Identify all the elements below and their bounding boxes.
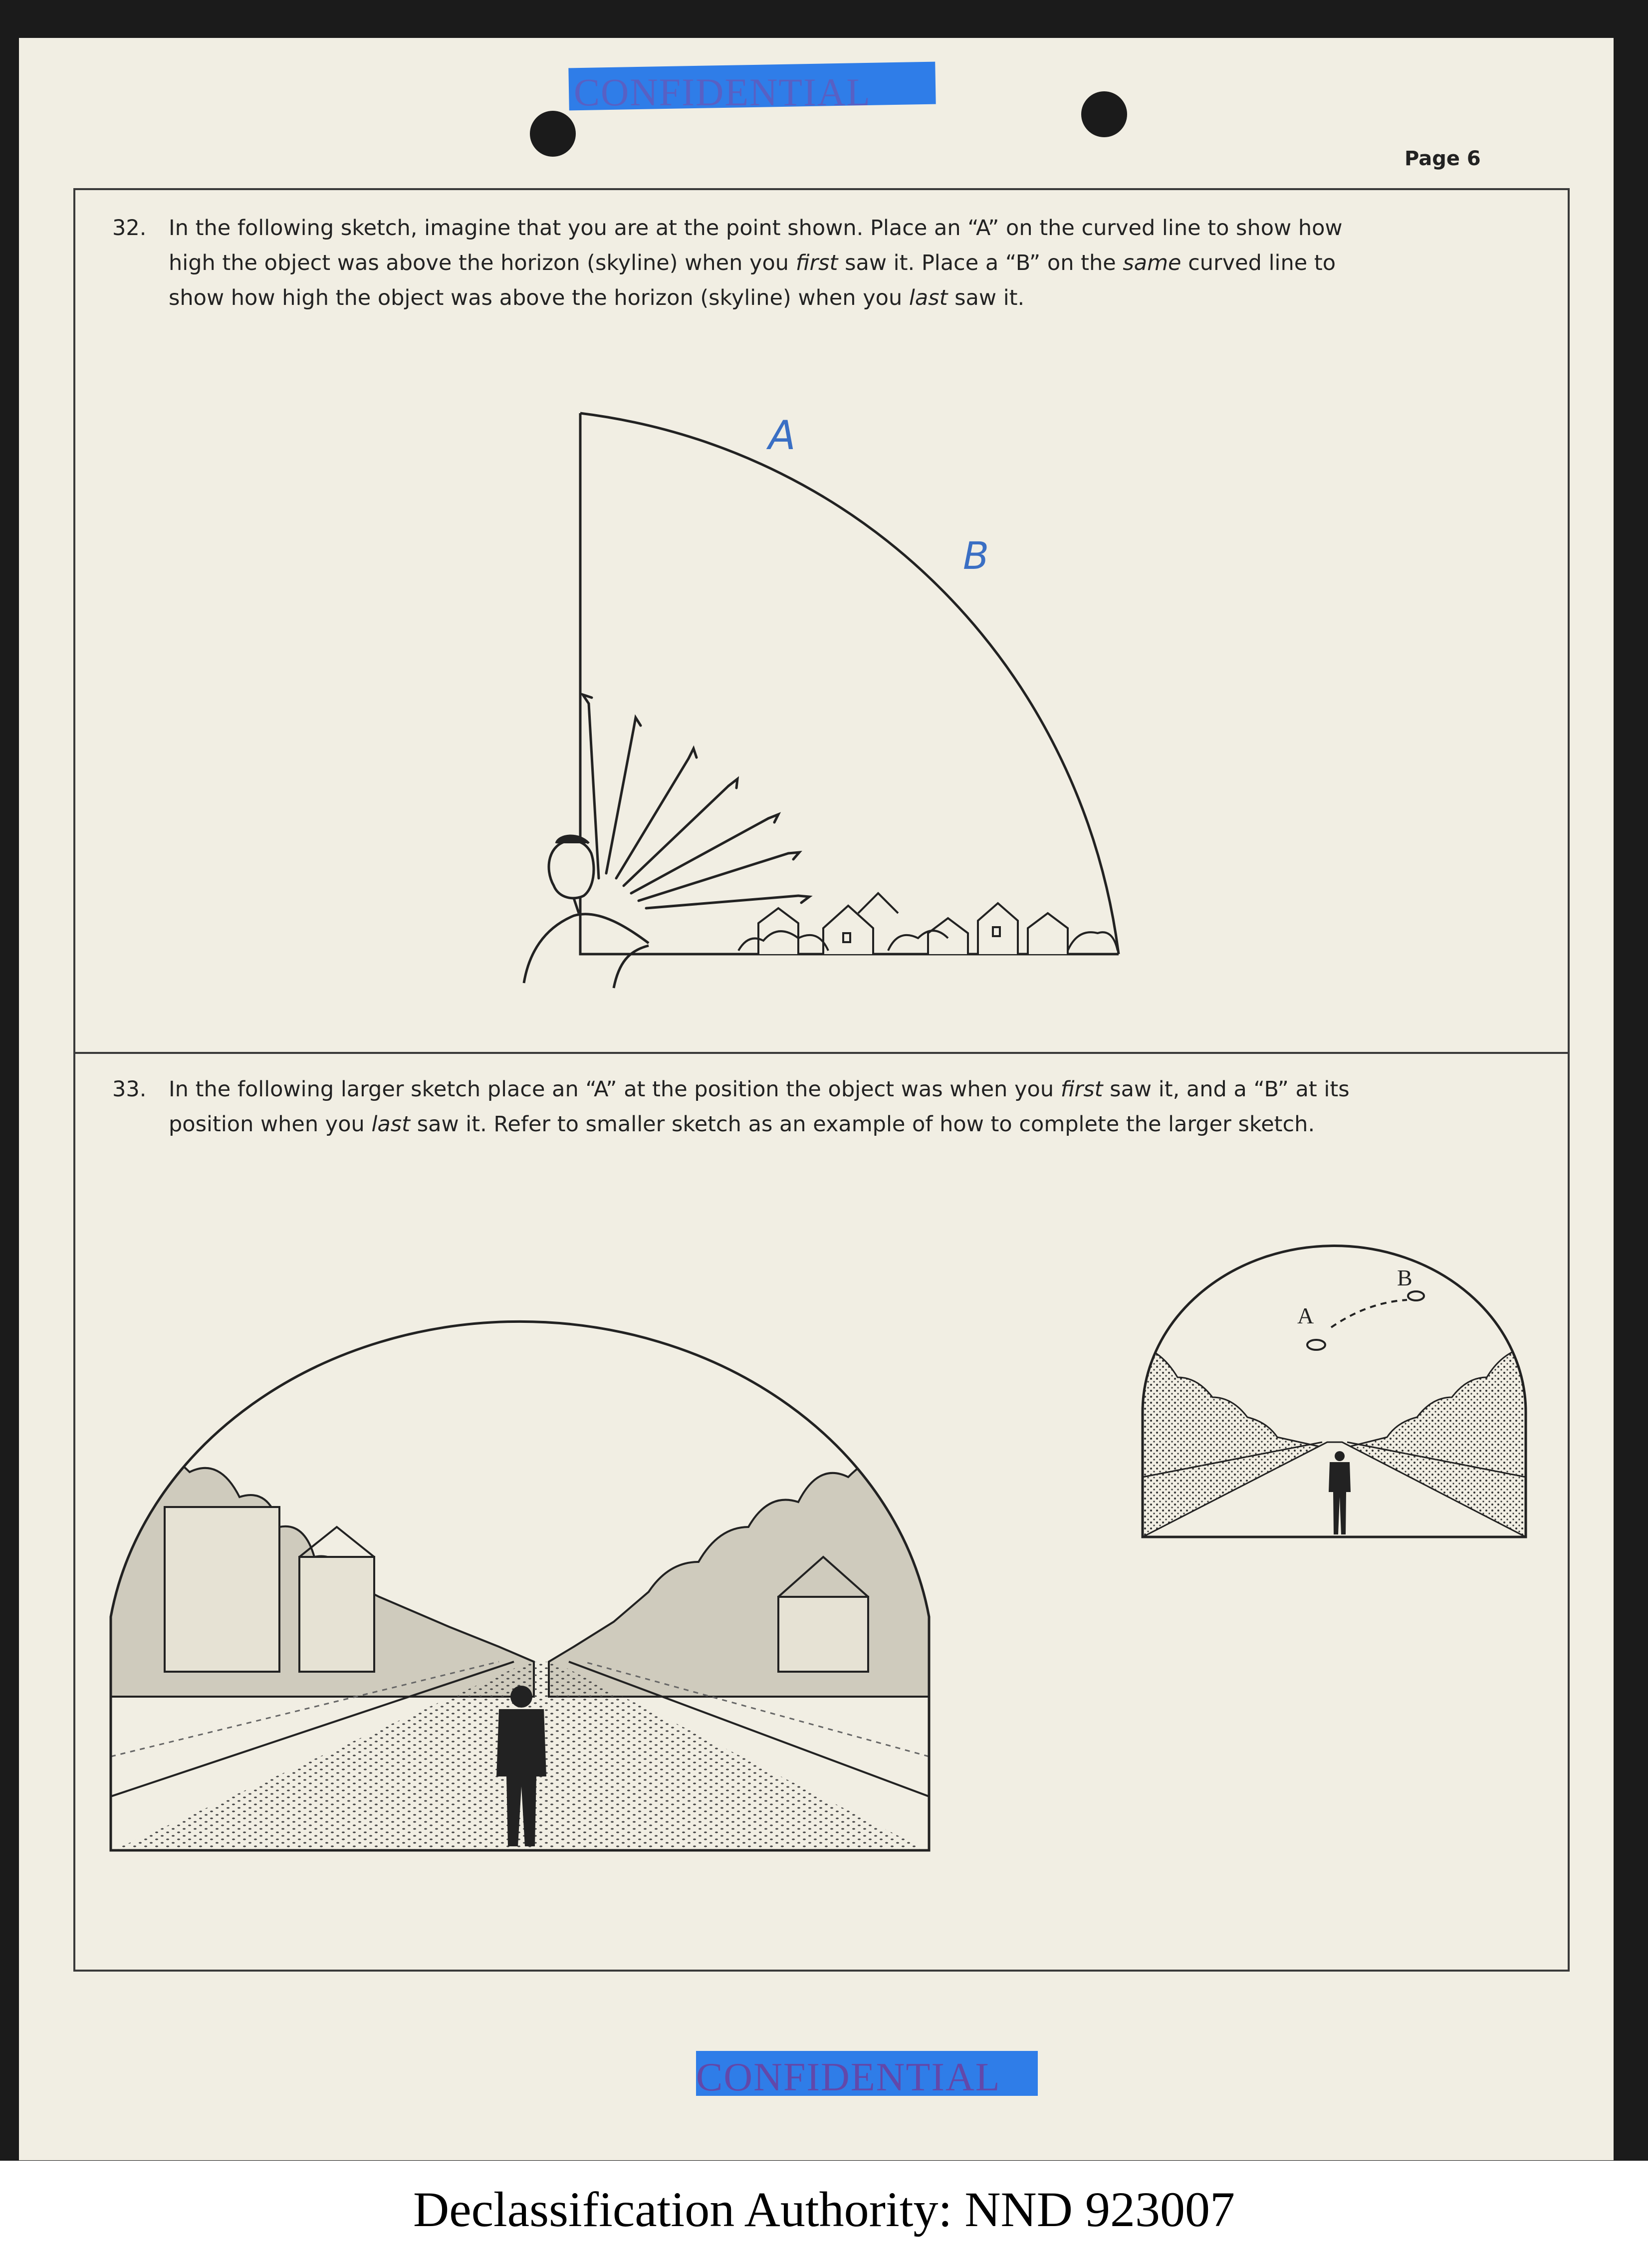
skyline-houses bbox=[758, 893, 1068, 954]
confidential-stamp-bottom: CONFIDENTIAL bbox=[696, 2055, 1001, 2099]
example-label-b: B bbox=[1397, 1265, 1413, 1290]
q32-line-2a: high the object was above the horizon (skyline) when you bbox=[169, 251, 796, 275]
q33-line-1a: In the following larger sketch place an “A” at the position the object was when you bbox=[169, 1077, 1061, 1102]
q32-line-3c: saw it. bbox=[947, 285, 1025, 310]
q33-line-2c: saw it. Refer to smaller sketch as an example of how to complete the larger sketch. bbox=[410, 1112, 1315, 1137]
declassification-footer: Declassification Authority: NND 923007 bbox=[413, 2182, 1235, 2237]
pointing-person bbox=[524, 836, 649, 988]
q32-line-3b: last bbox=[909, 285, 948, 310]
question-33-number: 33. bbox=[112, 1077, 147, 1102]
q33-example-dome bbox=[1143, 1246, 1527, 1547]
q33-line-2a: position when you bbox=[169, 1112, 372, 1137]
page-number: Page 6 bbox=[1405, 147, 1481, 170]
question-32-number: 32. bbox=[112, 216, 147, 241]
pointing-arms bbox=[583, 695, 809, 908]
q33-large-dome bbox=[111, 1248, 929, 1851]
q33-line-2b: last bbox=[371, 1112, 411, 1137]
q32-arc-sketch bbox=[524, 412, 1119, 988]
q32-line-3a: show how high the object was above the horizon (skyline) when you bbox=[169, 285, 909, 310]
confidential-stamp-top: CONFIDENTIAL bbox=[574, 70, 871, 114]
q33-line-1c: saw it, and a “B” at its bbox=[1103, 1077, 1350, 1102]
q33-line-1b: first bbox=[1060, 1077, 1103, 1102]
handwritten-b: B bbox=[963, 533, 989, 578]
example-label-a: A bbox=[1297, 1303, 1314, 1328]
handwritten-a: A bbox=[768, 412, 796, 459]
q32-line-2d: same bbox=[1123, 251, 1181, 275]
q32-line-2c: saw it. Place a “B” on the bbox=[838, 251, 1123, 275]
q32-line-1: In the following sketch, imagine that you are at the point shown. Place an “A” on the curved line to show how bbox=[169, 216, 1343, 241]
q32-line-2e: curved line to bbox=[1181, 251, 1336, 275]
q32-line-2b: first bbox=[795, 251, 838, 275]
